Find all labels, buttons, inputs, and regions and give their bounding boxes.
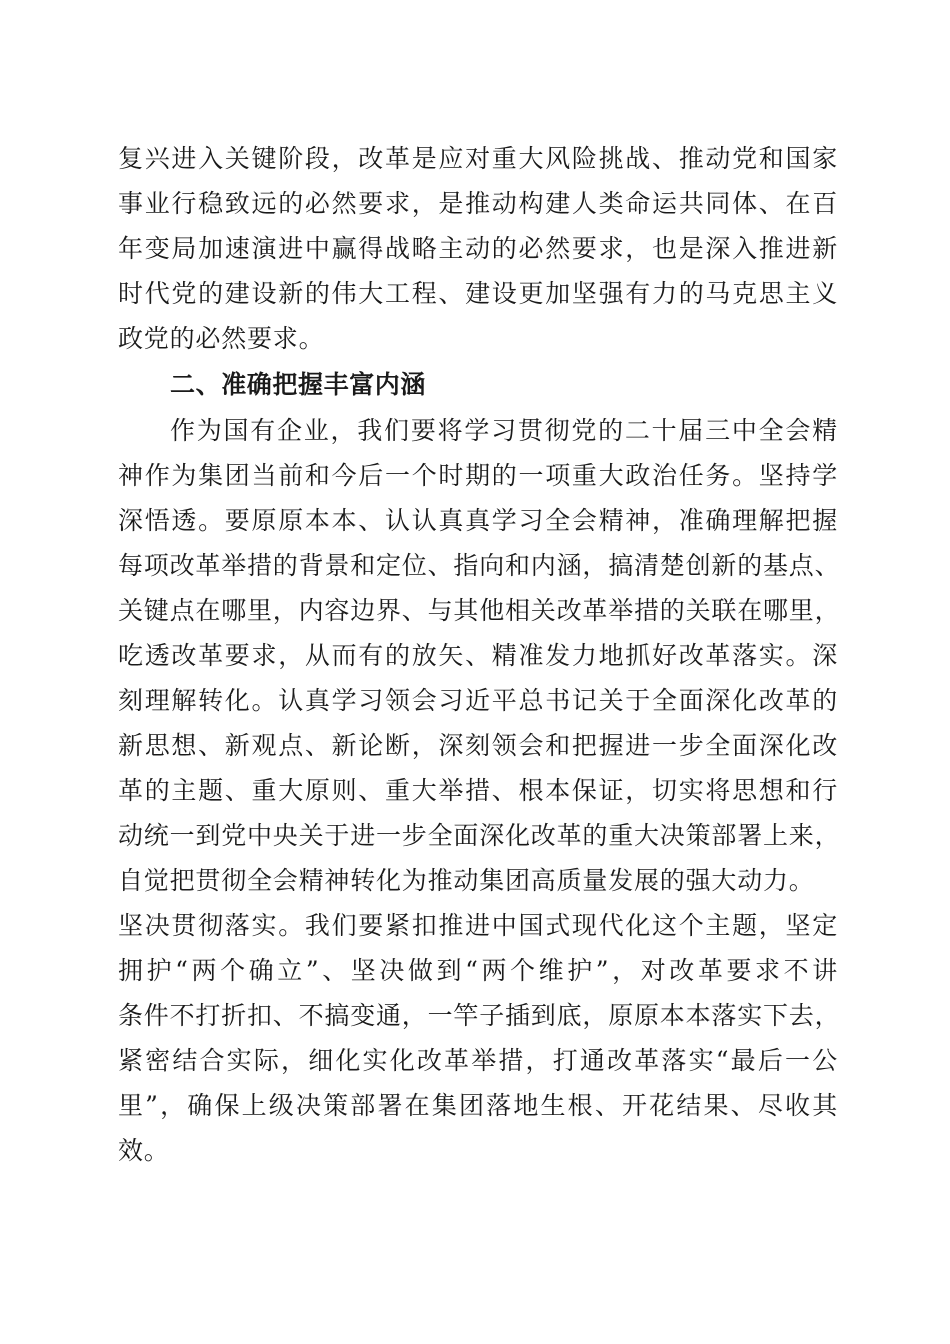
paragraph-line: 里”，确保上级决策部署在集团落地生根、开花结果、尽收其: [118, 1091, 838, 1120]
section-heading: 二、准确把握丰富内涵: [170, 370, 427, 399]
paragraph-line: 坚决贯彻落实。我们要紧扣推进中国式现代化这个主题，坚定: [118, 911, 838, 940]
paragraph-line: 刻理解转化。认真学习领会习近平总书记关于全面深化改革的: [118, 686, 838, 715]
paragraph-line: 复兴进入关键阶段，改革是应对重大风险挑战、推动党和国家: [118, 144, 838, 173]
paragraph-line: 深悟透。要原原本本、认认真真学习全会精神，准确理解把握: [118, 506, 838, 535]
paragraph-line: 神作为集团当前和今后一个时期的一项重大政治任务。坚持学: [118, 461, 838, 490]
paragraph-line: 政党的必然要求。: [118, 324, 325, 353]
paragraph-line: 关键点在哪里，内容边界、与其他相关改革举措的关联在哪里，: [118, 596, 841, 625]
paragraph-line: 自觉把贯彻全会精神转化为推动集团高质量发展的强大动力。: [118, 866, 815, 895]
paragraph-line: 紧密结合实际，细化实化改革举措，打通改革落实“最后一公: [118, 1046, 838, 1075]
paragraph-line: 效。: [118, 1136, 170, 1165]
paragraph-line: 年变局加速演进中赢得战略主动的必然要求，也是深入推进新: [118, 234, 838, 263]
paragraph-line: 作为国有企业，我们要将学习贯彻党的二十届三中全会精: [170, 416, 838, 445]
paragraph-line: 吃透改革要求，从而有的放矢、精准发力地抓好改革落实。深: [118, 641, 838, 670]
paragraph-line: 新思想、新观点、新论断，深刻领会和把握进一步全面深化改: [118, 731, 838, 760]
paragraph-line: 每项改革举措的背景和定位、指向和内涵，搞清楚创新的基点、: [118, 551, 841, 580]
paragraph-line: 条件不打折扣、不搞变通，一竿子插到底，原原本本落实下去，: [118, 1001, 841, 1030]
paragraph-line: 事业行稳致远的必然要求，是推动构建人类命运共同体、在百: [118, 189, 838, 218]
paragraph-line: 时代党的建设新的伟大工程、建设更加坚强有力的马克思主义: [118, 279, 838, 308]
paragraph-line: 动统一到党中央关于进一步全面深化改革的重大决策部署上来，: [118, 821, 841, 850]
paragraph-line: 拥护“两个确立”、坚决做到“两个维护”，对改革要求不讲: [118, 956, 838, 985]
paragraph-line: 革的主题、重大原则、重大举措、根本保证，切实将思想和行: [118, 776, 838, 805]
